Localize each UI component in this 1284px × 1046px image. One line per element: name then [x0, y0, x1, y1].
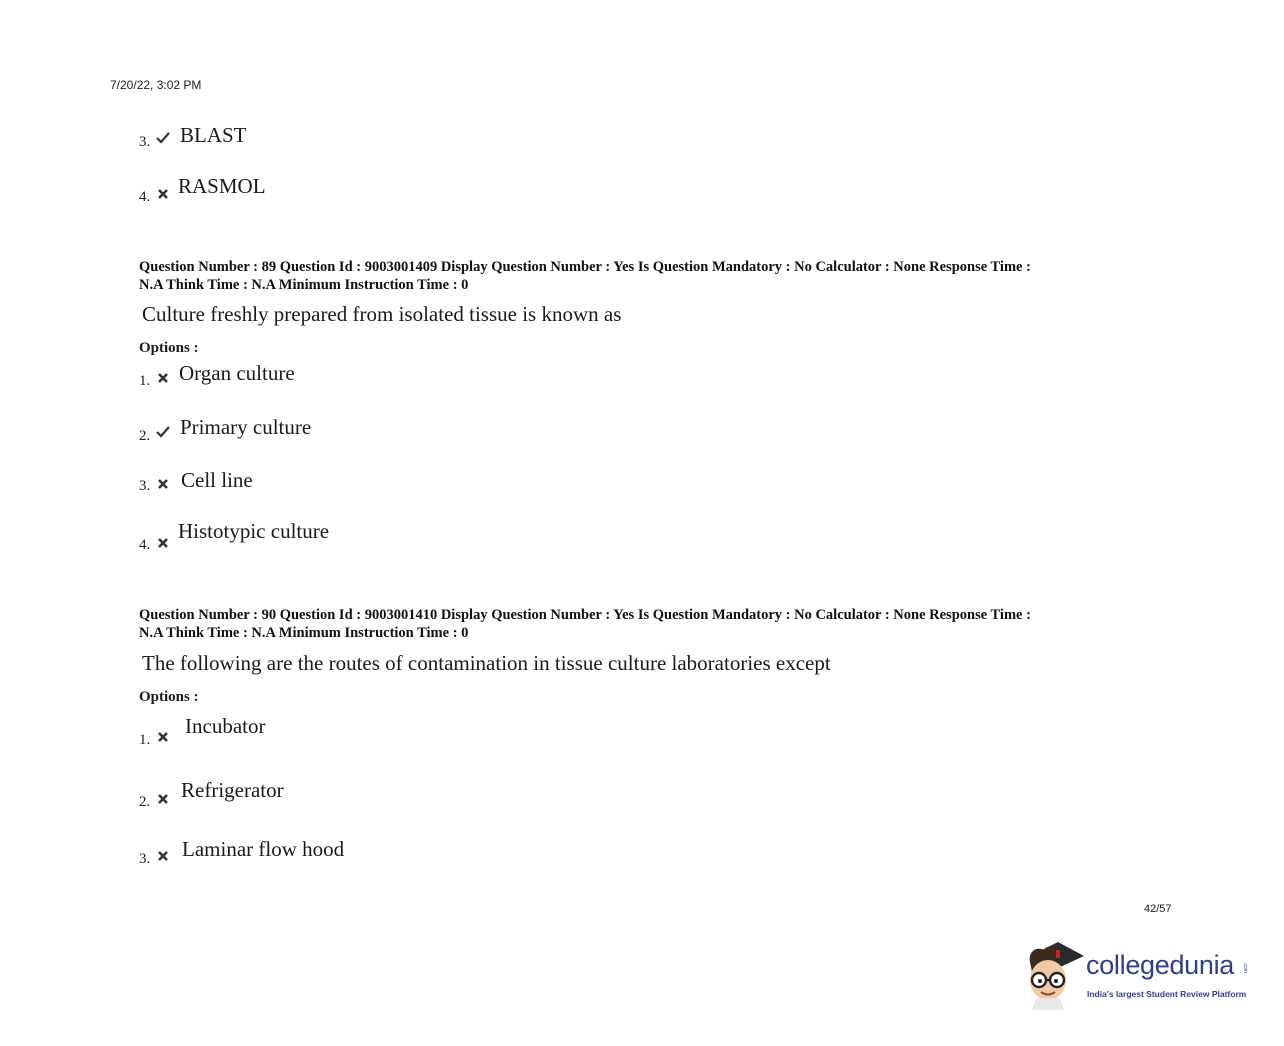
correct-check-icon	[156, 131, 170, 145]
brand-logo-text: collegedunia	[1086, 950, 1235, 980]
brand-logo-com: .com	[1242, 962, 1248, 973]
option-number: 1.	[139, 732, 151, 748]
option-text: RASMOL	[178, 174, 266, 198]
page-number: 42/57	[1144, 903, 1172, 915]
question-89-meta: Question Number : 89 Question Id : 9003001409 Display Question Number : Yes Is Question Mandatory : No Calculator : None Response Time : N.A Think Time : N.A Minimum Instruction Time : 0	[139, 259, 1031, 293]
option-text: Organ culture	[179, 361, 295, 385]
option-number: 1.	[139, 373, 151, 389]
collegedunia-mascot-icon	[1022, 938, 1084, 1010]
wrong-cross-icon	[156, 792, 170, 806]
option-text: Histotypic culture	[178, 519, 330, 543]
wrong-cross-icon	[156, 187, 170, 201]
option-number: 2.	[139, 428, 151, 444]
wrong-cross-icon	[156, 730, 170, 744]
wrong-cross-icon	[156, 849, 170, 863]
wrong-cross-icon	[156, 371, 170, 385]
options-label: Options :	[139, 340, 199, 356]
option-number: 3.	[139, 851, 151, 867]
option-text: BLAST	[180, 123, 247, 147]
brand-tagline: India's largest Student Review Platform	[1087, 989, 1247, 999]
option-text: Refrigerator	[181, 778, 284, 802]
question-89-text: Culture freshly prepared from isolated tissue is known as	[142, 302, 622, 326]
option-text: Laminar flow hood	[182, 837, 345, 861]
option-number: 4.	[139, 189, 151, 205]
option-number: 3.	[139, 134, 151, 150]
option-number: 4.	[139, 537, 151, 553]
option-text: Primary culture	[180, 415, 312, 439]
options-label: Options :	[139, 689, 199, 705]
wrong-cross-icon	[156, 536, 170, 550]
correct-check-icon	[156, 425, 170, 439]
option-text: Cell line	[181, 468, 253, 492]
option-number: 3.	[139, 478, 151, 494]
wrong-cross-icon	[156, 477, 170, 491]
question-90-meta: Question Number : 90 Question Id : 9003001410 Display Question Number : Yes Is Question Mandatory : No Calculator : None Response Time : N.A Think Time : N.A Minimum Instruction Time : 0	[139, 607, 1031, 641]
option-text: Incubator	[185, 714, 266, 738]
question-90-text: The following are the routes of contamination in tissue culture laboratories except	[142, 651, 831, 675]
print-timestamp: 7/20/22, 3:02 PM	[110, 78, 202, 92]
option-number: 2.	[139, 794, 151, 810]
